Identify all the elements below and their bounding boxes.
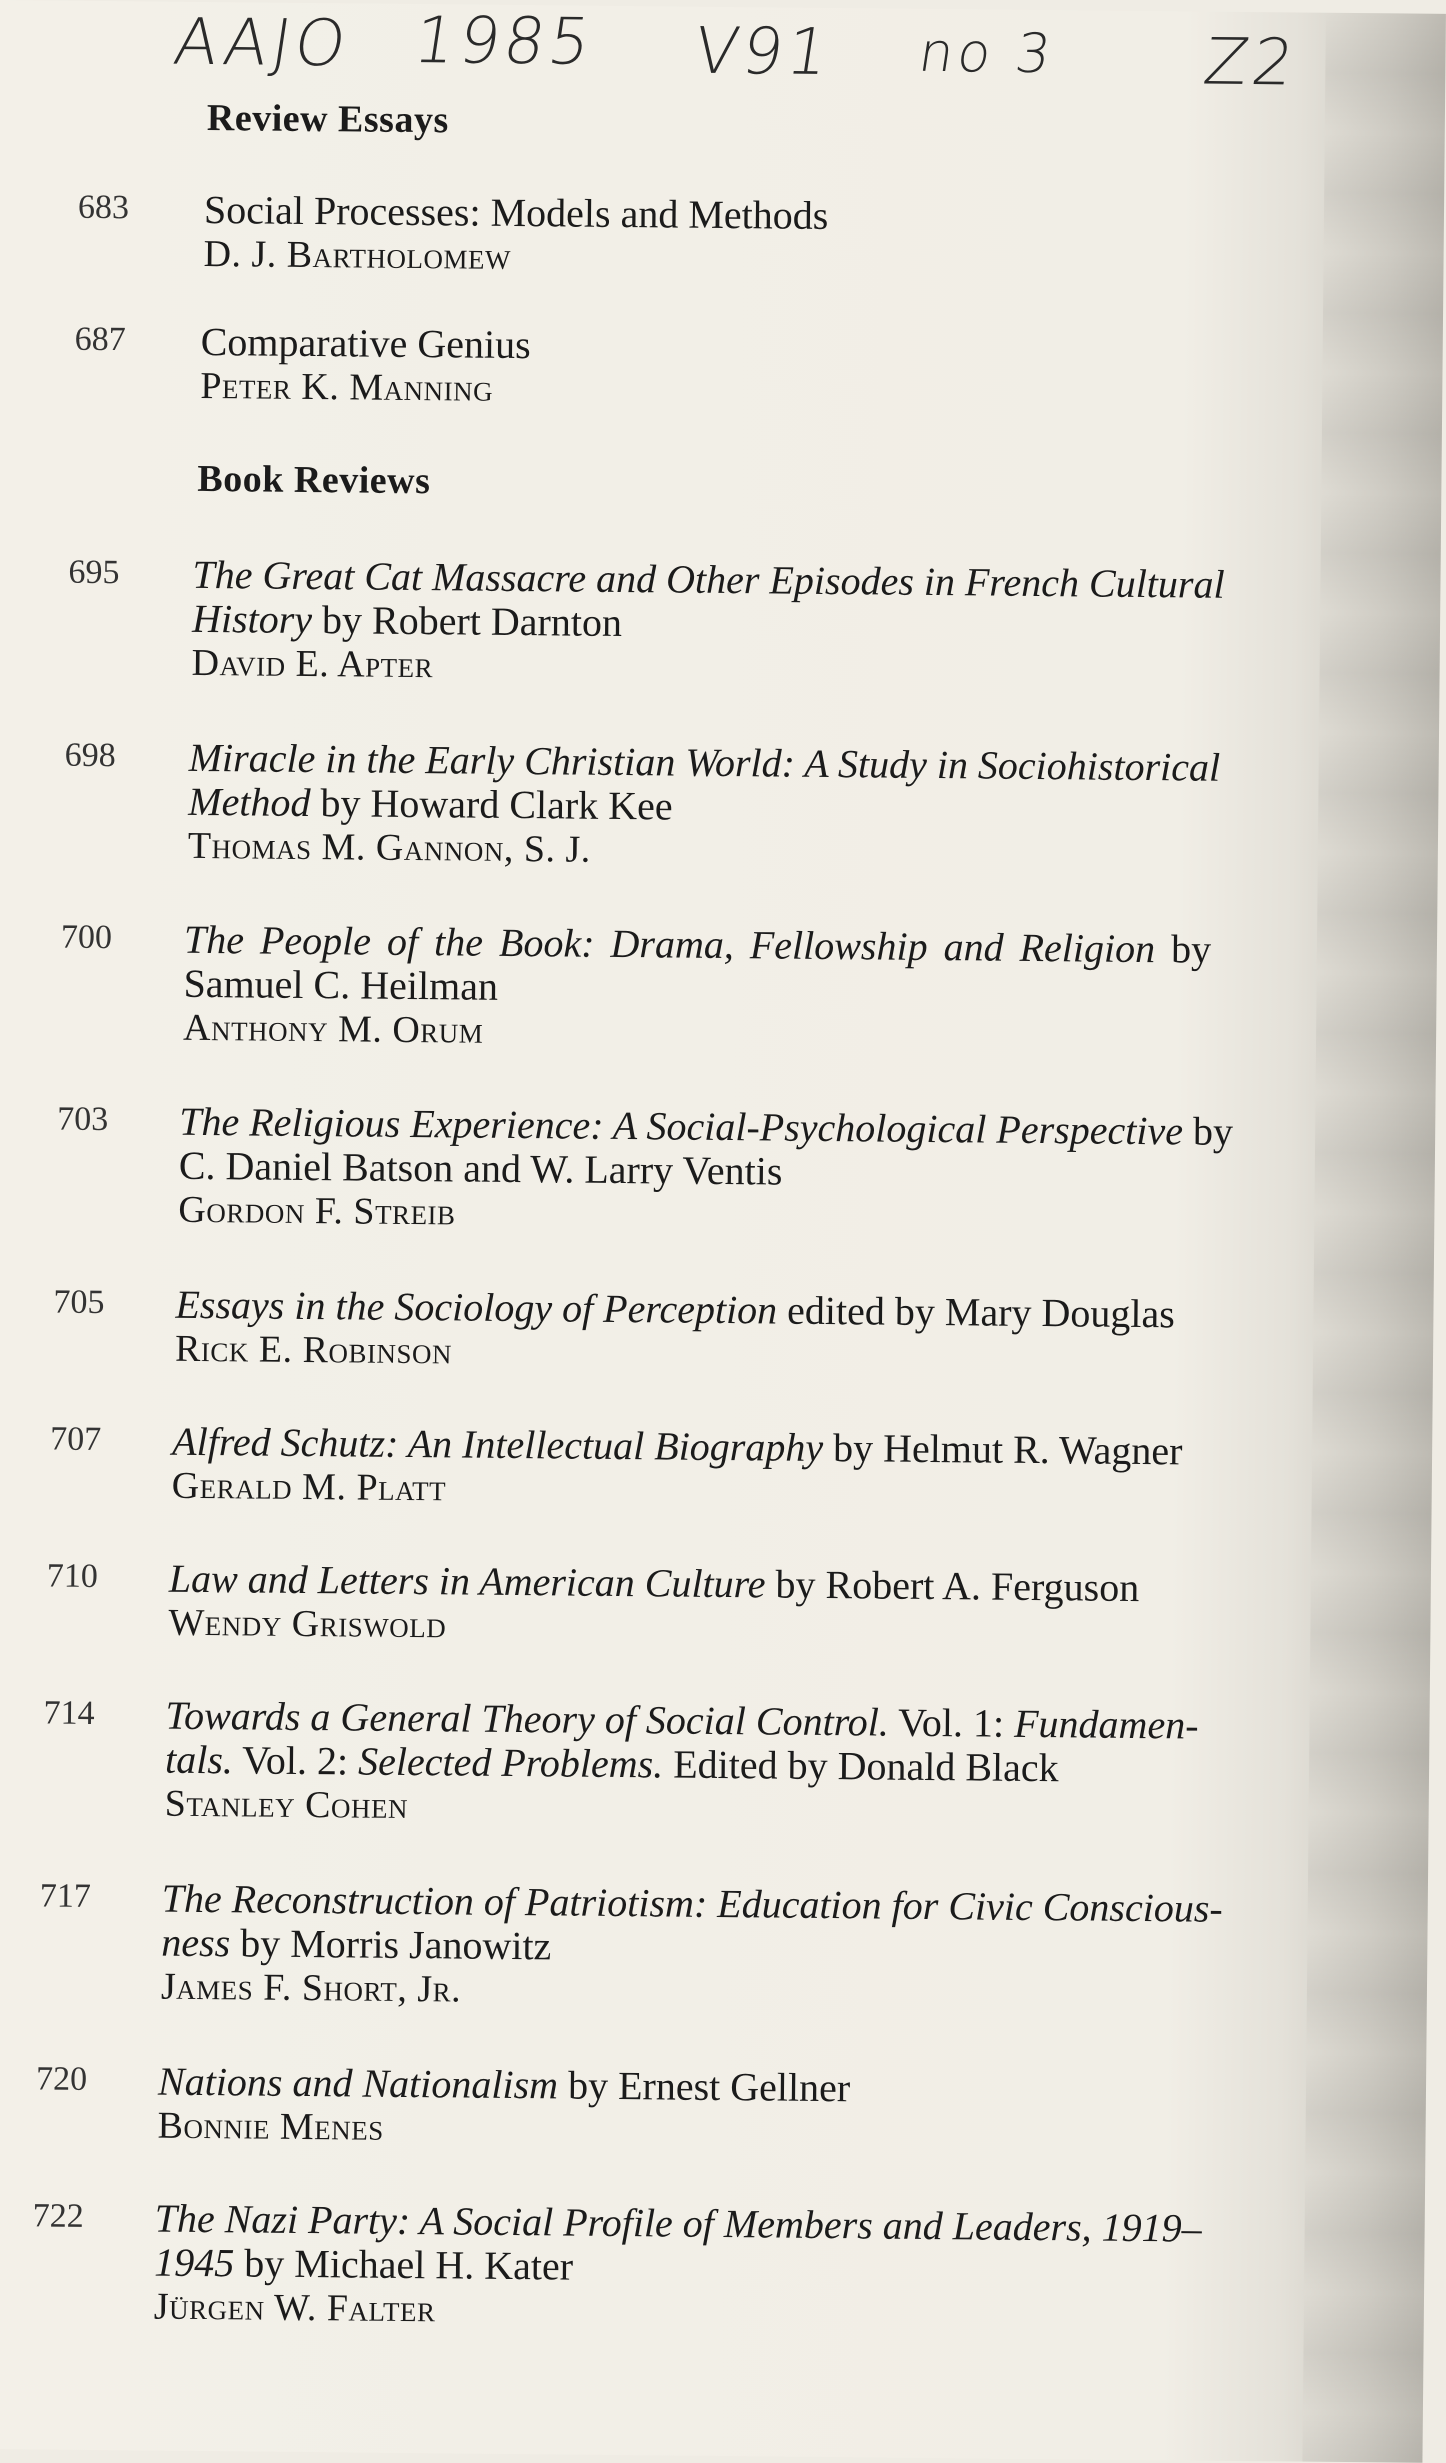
list-item: [0, 318, 1443, 410]
reviewer-name: Jürgen W. Falter: [153, 2285, 436, 2331]
page-number: 703: [57, 1100, 109, 1139]
list-item: [0, 551, 1441, 687]
reviewer-name: Bonnie Menes: [157, 2104, 384, 2149]
book-title: ness: [161, 1919, 231, 1966]
page-number: 717: [39, 1877, 91, 1915]
list-item: [0, 1281, 1434, 1373]
book-credit: edited by Mary Douglas: [776, 1287, 1176, 1337]
book-credit: by: [1182, 1108, 1234, 1154]
book-credit: Vol. 1:: [888, 1699, 1015, 1746]
book-title: The Religious Experience: A Social-Psychological Perspective: [179, 1098, 1184, 1154]
list-item: [0, 1418, 1432, 1510]
book-credit: Samuel C. Heilman: [183, 960, 499, 1009]
book-title: Essays in the Sociology of Perception: [175, 1281, 778, 1333]
handwritten-mark: Z2: [1198, 25, 1303, 101]
reviewer-name: Wendy Griswold: [168, 1601, 447, 1647]
handwritten-volume: V91: [688, 14, 838, 90]
book-title: Miracle in the Early Christian World: A Study in Sociohistorical: [188, 734, 1221, 790]
reviewer-name: Stanley Cohen: [164, 1782, 409, 1827]
page-number: 683: [77, 188, 130, 227]
page-number: 700: [60, 918, 113, 957]
list-item: [0, 2058, 1426, 2149]
page-number: 698: [64, 736, 116, 775]
book-credit: by: [1154, 926, 1212, 972]
book-credit: C. Daniel Batson and W. Larry Ventis: [178, 1142, 783, 1194]
book-credit: Edited by Donald Black: [662, 1741, 1059, 1791]
book-title: The Great Cat Massacre and Other Episodes in French Cultural: [192, 551, 1225, 607]
list-item: [0, 1555, 1431, 1647]
page-number: 687: [74, 320, 126, 359]
book-credit: by Morris Janowitz: [230, 1920, 552, 1969]
essay-author: D. J. Bartholomew: [203, 232, 512, 278]
reviewer-name: Rick E. Robinson: [174, 1327, 453, 1373]
book-title: Towards a General Theory of Social Control.: [165, 1692, 890, 1745]
page-number: 710: [46, 1557, 99, 1596]
list-item: [0, 734, 1439, 871]
book-title: The Nazi Party: A Social Profile of Members and Leaders, 1919–: [154, 2195, 1202, 2251]
list-item: [0, 2195, 1425, 2331]
page-number: 714: [43, 1694, 95, 1732]
handwritten-annotation: [169, 4, 1375, 108]
essay-title: Social Processes: Models and Methods: [203, 186, 829, 238]
page-number: 707: [50, 1420, 102, 1459]
handwritten-mark: AAJO: [169, 5, 355, 82]
book-credit: by Michael H. Kater: [234, 2240, 574, 2289]
list-item: [0, 1098, 1435, 1234]
book-title: Method: [188, 778, 311, 826]
book-title: tals.: [164, 1736, 234, 1783]
book-title: Alfred Schutz: An Intellectual Biography: [171, 1418, 824, 1470]
book-credit: by Robert Darnton: [311, 597, 623, 645]
page-number: 722: [32, 2197, 84, 2235]
list-item: [0, 186, 1444, 278]
page-number: 720: [35, 2060, 88, 2098]
book-title: Selected Problems.: [357, 1738, 664, 1787]
reviewer-name: Thomas M. Gannon, S. J.: [187, 824, 591, 871]
page-number: 705: [53, 1283, 105, 1322]
handwritten-number: no 3: [914, 20, 1060, 86]
reviewer-name: David E. Apter: [191, 641, 434, 687]
book-title: History: [191, 595, 313, 643]
page-number: 695: [68, 553, 120, 592]
list-item: [0, 1692, 1430, 1827]
page-edge-shadow: [1302, 13, 1446, 2463]
section-heading-review-essays: Review Essays: [206, 96, 449, 142]
list-item: [0, 916, 1437, 1052]
list-item: [0, 1875, 1428, 2011]
handwritten-year: 1985: [409, 4, 600, 80]
book-credit: by Ernest Gellner: [557, 2062, 851, 2111]
book-credit: by Helmut R. Wagner: [822, 1424, 1183, 1474]
book-title: 1945: [154, 2239, 235, 2286]
book-credit: Vol. 2:: [232, 1737, 359, 1784]
essay-author: Peter K. Manning: [200, 364, 494, 410]
book-title: Fundamen-: [1013, 1700, 1199, 1748]
section-heading-book-reviews: Book Reviews: [197, 457, 431, 503]
reviewer-name: Gerald M. Platt: [171, 1464, 447, 1510]
reviewer-name: Anthony M. Orum: [182, 1006, 484, 1052]
book-title: The People of the Book: Drama, Fellowship and Religion: [183, 916, 1156, 972]
book-title: Law and Letters in American Culture: [168, 1555, 766, 1607]
book-credit: by Robert A. Ferguson: [765, 1561, 1140, 1611]
book-title: Nations and Nationalism: [157, 2058, 559, 2108]
essay-title: Comparative Genius: [200, 318, 531, 368]
book-credit: by Howard Clark Kee: [310, 780, 673, 829]
reviewer-name: James F. Short, Jr.: [160, 1965, 462, 2011]
reviewer-name: Gordon F. Streib: [178, 1188, 456, 1234]
book-title: The Reconstruction of Patriotism: Education for Civic Conscious-: [161, 1875, 1223, 1931]
